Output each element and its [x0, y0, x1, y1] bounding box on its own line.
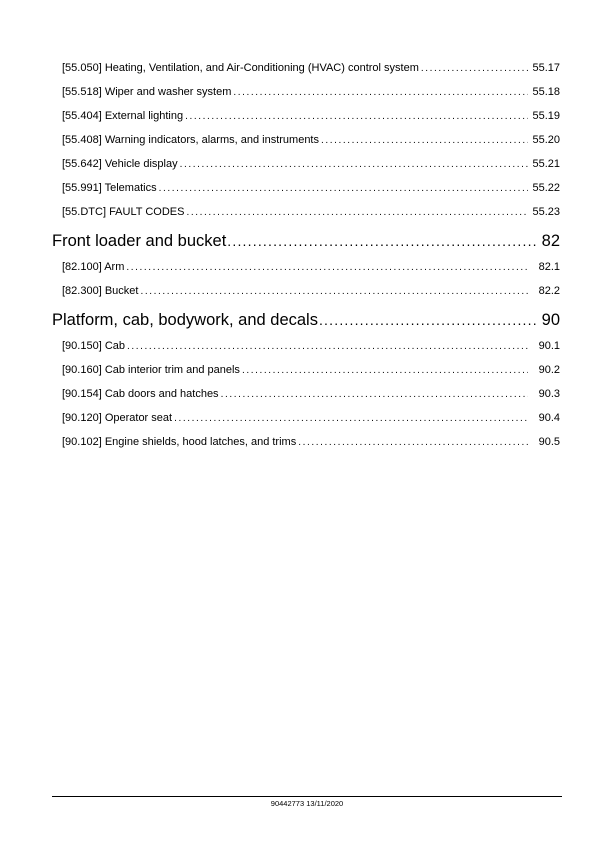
toc-entry-page: 90.4 [538, 412, 560, 424]
dot-leader [140, 286, 528, 297]
toc-entry-page: 82.2 [538, 285, 560, 297]
dot-leader [321, 135, 528, 146]
dot-leader [185, 111, 528, 122]
toc-section-heading[interactable] [52, 311, 562, 339]
dot-leader [159, 183, 528, 194]
toc-entry-label: [82.100] Arm [62, 261, 125, 273]
toc-entry-label: [55.642] Vehicle display [62, 158, 178, 170]
dot-leader [233, 87, 528, 98]
toc-entry-page: 90.3 [538, 388, 560, 400]
dot-leader [126, 262, 528, 273]
toc-entry[interactable] [52, 206, 562, 230]
toc-section-label: Front loader and bucket [52, 232, 227, 250]
toc-entry-label: [82.300] Bucket [62, 285, 139, 297]
toc-entry-label: [90.160] Cab interior trim and panels [62, 364, 240, 376]
toc-entry[interactable] [52, 182, 562, 206]
toc-entry-page: 55.23 [532, 206, 560, 218]
toc-entry[interactable] [52, 62, 562, 86]
toc-entry-label: [90.154] Cab doors and hatches [62, 388, 219, 400]
toc-entry[interactable] [52, 261, 562, 285]
table-of-contents [52, 62, 562, 460]
toc-entry-label: [55.518] Wiper and washer system [62, 86, 232, 98]
toc-entry[interactable] [52, 110, 562, 134]
dot-leader [242, 365, 528, 376]
toc-entry-page: 55.19 [532, 110, 560, 122]
toc-entry-page: 55.18 [532, 86, 560, 98]
dot-leader [298, 437, 528, 448]
toc-entry[interactable] [52, 412, 562, 436]
toc-entry-page: 90.2 [538, 364, 560, 376]
toc-entry[interactable] [52, 340, 562, 364]
toc-entry-label: [55.404] External lighting [62, 110, 184, 122]
toc-entry-label: [90.120] Operator seat [62, 412, 173, 424]
toc-section-heading[interactable] [52, 232, 562, 260]
dot-leader [127, 341, 528, 352]
toc-entry-label: [90.102] Engine shields, hood latches, and trims [62, 436, 297, 448]
toc-section-page: 82 [541, 232, 560, 250]
toc-entry[interactable] [52, 86, 562, 110]
toc-section-label: Platform, cab, bodywork, and decals [52, 311, 318, 329]
toc-entry[interactable] [52, 285, 562, 309]
toc-entry[interactable] [52, 158, 562, 182]
dot-leader [180, 159, 528, 170]
toc-entry-page: 55.17 [532, 62, 560, 74]
toc-entry-page: 55.21 [532, 158, 560, 170]
toc-entry-label: [55.991] Telematics [62, 182, 157, 194]
toc-entry-label: [55.050] Heating, Ventilation, and Air-Conditioning (HVAC) control system [62, 62, 419, 74]
dot-leader [174, 413, 528, 424]
toc-entry-page: 55.20 [532, 134, 560, 146]
toc-entry[interactable] [52, 364, 562, 388]
dot-leader [221, 389, 528, 400]
dot-leader [227, 233, 535, 249]
toc-entry-label: [90.150] Cab [62, 340, 125, 352]
toc-entry[interactable] [52, 388, 562, 412]
toc-entry-page: 90.1 [538, 340, 560, 352]
footer-divider [52, 796, 562, 797]
toc-entry-page: 82.1 [538, 261, 560, 273]
toc-entry-page: 55.22 [532, 182, 560, 194]
footer-document-code: 90442773 13/11/2020 [270, 799, 344, 808]
dot-leader [319, 312, 536, 328]
toc-entry[interactable] [52, 436, 562, 460]
dot-leader [186, 207, 528, 218]
toc-entry-page: 90.5 [538, 436, 560, 448]
toc-entry-label: [55.408] Warning indicators, alarms, and instruments [62, 134, 319, 146]
toc-entry-label: [55.DTC] FAULT CODES [62, 206, 185, 218]
dot-leader [421, 63, 528, 74]
toc-section-page: 90 [541, 311, 560, 329]
toc-entry[interactable] [52, 134, 562, 158]
